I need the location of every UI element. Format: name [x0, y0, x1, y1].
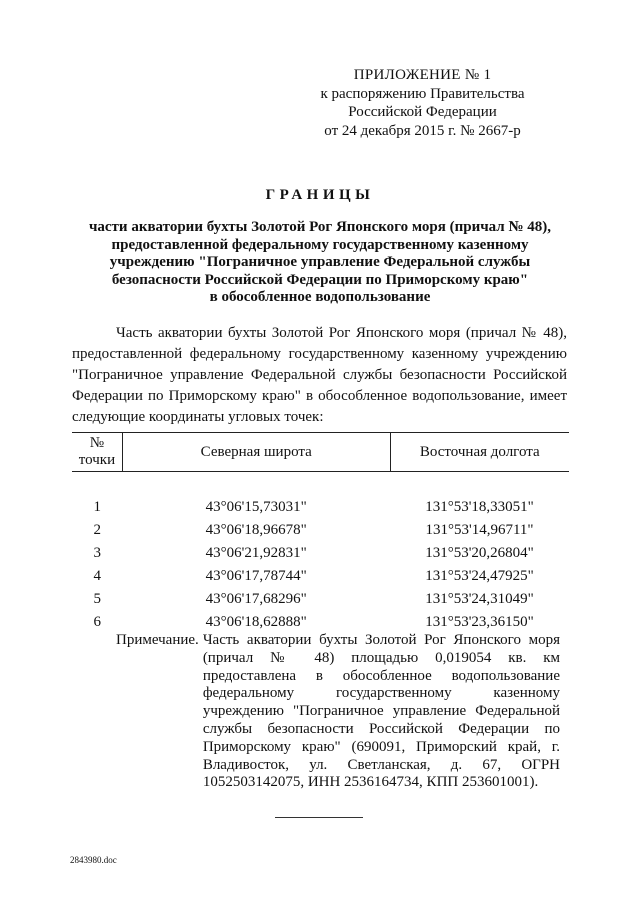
note-text: Часть акватории бухты Золотой Рог Японского моря (причал № 48) площадью 0,019054 кв. км предоставлена в обособленное водопользование федеральному государственному казенному учреждению "Пограничное управление Федеральной службы безопасности Российской Федерации по Приморскому краю" (690091, Приморский край, г. Владивосток, ул. Светланская, д. 67, ОГРН 1052503142075, ИНН 2536164734, КПП 253601001).: [202, 632, 560, 791]
table-row: [72, 519, 569, 542]
appendix-line-1: к распоряжению Правительства: [320, 85, 525, 102]
document-heading: ГРАНИЦЫ: [265, 187, 375, 203]
table-header-row: [72, 433, 569, 472]
cell-longitude: 131°53'18,33051": [425, 499, 534, 515]
footer-filename: 2843980.doc: [70, 855, 117, 865]
subtitle-line-3: учреждению "Пограничное управление Федеральной службы: [109, 254, 531, 270]
header-point-line-2: точки: [78, 452, 116, 468]
appendix-block: [300, 66, 545, 140]
intro-paragraph: Часть акватории бухты Золотой Рог Японского моря (причал № 48), предоставленной федеральному государственному казенному учреждению "Пограничное управление Федеральной службы безопасности Российской Федерации по Приморскому краю" в обособленное водопользование, имеет следующие координаты угловых точек:: [72, 325, 567, 425]
cell-point-number: 4: [93, 568, 101, 584]
cell-point-number: 5: [93, 591, 101, 607]
cell-longitude: 131°53'24,47925": [425, 568, 534, 584]
cell-longitude: 131°53'20,26804": [425, 545, 534, 561]
note-label: Примечание.: [116, 632, 199, 648]
appendix-title: ПРИЛОЖЕНИЕ № 1: [353, 67, 492, 83]
cell-longitude: 131°53'14,96711": [425, 522, 534, 538]
cell-latitude: 43°06'17,78744": [205, 568, 307, 584]
header-longitude: Восточная долгота: [390, 433, 569, 472]
cell-latitude: 43°06'21,92831": [205, 545, 307, 561]
table-row: [72, 542, 569, 565]
table-row: [72, 472, 569, 520]
cell-latitude: 43°06'15,73031": [205, 499, 307, 515]
cell-latitude: 43°06'18,62888": [205, 614, 307, 630]
separator-line: [275, 817, 363, 818]
header-point-line-1: №: [89, 435, 105, 451]
subtitle-line-2: предоставленной федеральному государственному казенному: [111, 236, 529, 253]
cell-longitude: 131°53'23,36150": [425, 614, 534, 630]
cell-longitude: 131°53'24,31049": [425, 591, 534, 607]
table-body: [72, 472, 569, 635]
table-row: [72, 611, 569, 634]
subtitle-line-5: в обособленное водопользование: [209, 289, 431, 305]
subtitle-line-4: безопасности Российской Федерации по Приморскому краю": [111, 271, 529, 288]
document-subtitle: [60, 219, 580, 307]
cell-point-number: 1: [93, 499, 101, 515]
subtitle-line-1: части акватории бухты Золотой Рог Японского моря (причал № 48),: [88, 219, 552, 235]
table-row: [72, 588, 569, 611]
cell-point-number: 6: [93, 614, 101, 630]
cell-latitude: 43°06'18,96678": [205, 522, 307, 538]
appendix-line-2: Российской Федерации: [348, 104, 497, 120]
table-row: [72, 565, 569, 588]
cell-latitude: 43°06'17,68296": [205, 591, 307, 607]
header-point-number: [72, 433, 122, 472]
cell-point-number: 3: [93, 545, 101, 561]
header-latitude: Северная широта: [122, 433, 390, 472]
cell-point-number: 2: [93, 522, 101, 538]
note-block: [116, 632, 560, 792]
coordinates-table: [72, 432, 569, 634]
appendix-line-3: от 24 декабря 2015 г. № 2667-р: [324, 122, 521, 139]
